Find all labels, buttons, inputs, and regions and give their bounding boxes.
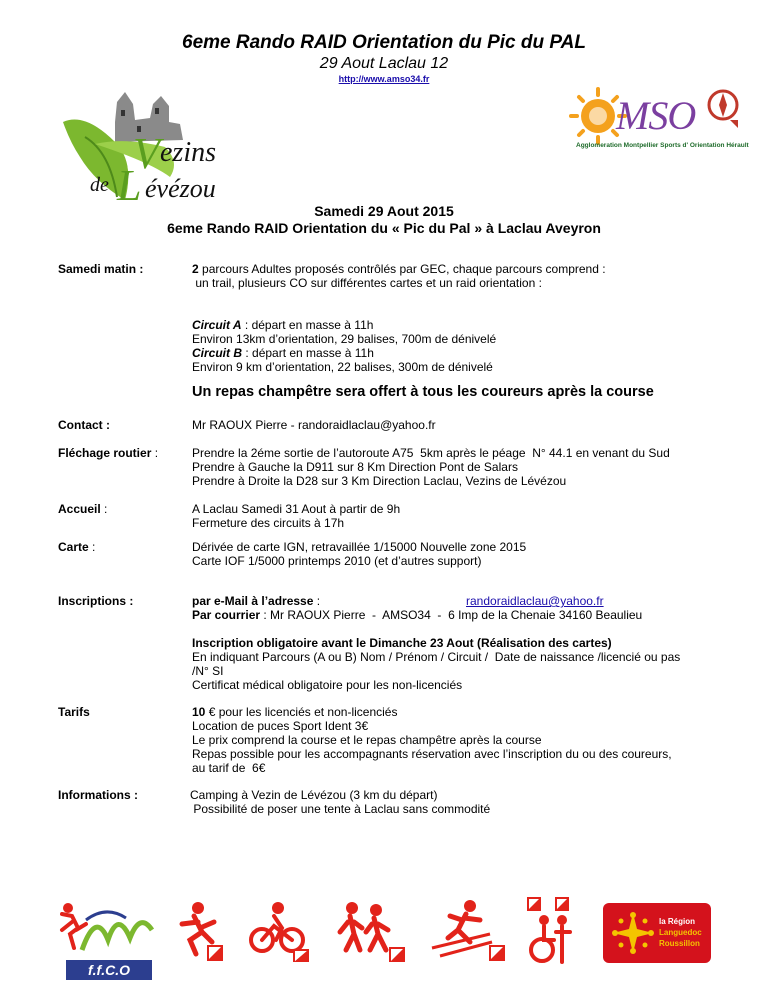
ffco-runner-icon (56, 900, 154, 960)
circuits-block (192, 318, 496, 374)
document-subtitle: 29 Aout Laclau 12 (319, 55, 449, 72)
map-label-colon: : (88, 540, 96, 554)
morning-line2: un trail, plusieurs CO sur différentes cartes et un raid orientation : (192, 276, 542, 290)
amso-logo (566, 86, 749, 156)
map-label-text: Carte (58, 540, 89, 554)
welcome-label-colon: : (100, 502, 108, 516)
registration-line: /N° SI (192, 664, 224, 678)
signage-label-colon: : (151, 446, 159, 460)
handisport-orienteering-icon (526, 896, 578, 966)
info-details (190, 788, 490, 816)
vezins-initial-l: L (117, 161, 142, 210)
region-name-line1: la Région (659, 917, 696, 926)
website-link[interactable]: http://www.amso34.fr (338, 74, 430, 84)
morning-label: Samedi matin : (58, 262, 144, 276)
welcome-label-text: Accueil (58, 502, 101, 516)
vezins-initial-v: V (133, 129, 160, 178)
mail-label: Par courrier (192, 608, 261, 622)
circuit-b-start: : départ en masse à 11h (242, 346, 374, 360)
circuit-b-label: Circuit B (192, 346, 243, 360)
document-title: 6eme Rando RAID Orientation du Pic du PAL (182, 32, 586, 53)
registration-label: Inscriptions : (58, 594, 134, 608)
email-label: par e-Mail à l’adresse (192, 594, 314, 608)
vezins-de: de (90, 174, 109, 196)
morning-line1: parcours Adultes proposés contrôlés par GEC, chaque parcours comprend : (198, 262, 606, 276)
price-line: au tarif de 6€ (192, 761, 266, 775)
course-count: 2 (192, 262, 199, 276)
signage-label-text: Fléchage routier (58, 446, 152, 460)
map-label (58, 540, 95, 554)
price-line: Location de puces Sport Ident 3€ (192, 719, 369, 733)
welcome-line: Fermeture des circuits à 17h (192, 516, 345, 530)
direction-line: Prendre la 2éme sortie de l’autoroute A75 5km après le péage N° 44.1 en venant du Sud (192, 446, 670, 460)
occitan-cross-icon (609, 909, 657, 957)
ski-orienteering-icon (430, 898, 506, 962)
registration-details (192, 594, 732, 622)
ffco-logo (56, 900, 154, 982)
signage-label (58, 446, 158, 460)
region-logo (603, 903, 711, 963)
contact-value: Mr RAOUX Pierre - randoraidlaclau@yahoo.fr (192, 418, 436, 432)
event-title: 6eme Rando RAID Orientation du « Pic du Pal » à Laclau Aveyron (167, 220, 601, 236)
vezins-logo (55, 82, 230, 210)
circuit-a-start: : départ en masse à 11h (241, 318, 374, 332)
circuit-a-detail: Environ 13km d’orientation, 29 balises, 700m de dénivelé (192, 332, 497, 346)
map-details (192, 540, 526, 568)
welcome-details (192, 502, 400, 530)
registration-deadline: Inscription obligatoire avant le Dimanche 23 Aout (Réalisation des cartes) (192, 636, 612, 650)
running-orienteering-icon (168, 900, 224, 962)
price-line: Repas possible pour les accompagnants réservation avec l’inscription du ou des coureurs, (192, 747, 672, 761)
email-sep: : (313, 594, 321, 608)
event-date: Samedi 29 Aout 2015 (314, 203, 454, 219)
ffco-text-band: f.f.C.O (66, 960, 152, 980)
direction-line: Prendre à Droite la D28 sur 3 Km Direction Laclau, Vezins de Lévézou (192, 474, 567, 488)
registration-email-link[interactable]: randoraidlaclau@yahoo.fr (466, 594, 604, 608)
welcome-label (58, 502, 107, 516)
region-name-line2: Languedoc (659, 928, 702, 937)
prices-details (192, 705, 672, 775)
raid-orienteering-icon (336, 900, 406, 962)
price-text: € pour les licenciés et non-licenciés (205, 705, 398, 719)
map-line: Carte IOF 1/5000 printemps 2010 (et d’autres support) (192, 554, 482, 568)
region-name-line3: Roussillon (659, 939, 700, 948)
signage-directions (192, 446, 670, 488)
registration-line: Certificat médical obligatoire pour les non-licenciés (192, 678, 463, 692)
mail-address: : Mr RAOUX Pierre - AMSO34 - 6 Imp de la Chenaie 34160 Beaulieu (260, 608, 643, 622)
mtb-orienteering-icon (248, 900, 310, 962)
prices-label: Tarifs (58, 705, 90, 719)
price-line: Le prix comprend la course et le repas champêtre après la course (192, 733, 542, 747)
compass-icon (706, 88, 740, 128)
registration-requirements (192, 636, 680, 692)
circuit-a-label: Circuit A (192, 318, 242, 332)
vezins-text: ezins (160, 137, 216, 168)
map-line: Dérivée de carte IGN, retravaillée 1/15000 Nouvelle zone 2015 (192, 540, 527, 554)
amso-brand-text: MSO (616, 93, 696, 138)
welcome-line: A Laclau Samedi 31 Aout à partir de 9h (192, 502, 401, 516)
circuit-b-detail: Environ 9 km d’orientation, 22 balises, 300m de dénivelé (192, 360, 493, 374)
direction-line: Prendre à Gauche la D911 sur 8 Km Direction Pont de Salars (192, 460, 518, 474)
info-line: Camping à Vezin de Lévézou (3 km du départ) (190, 788, 438, 802)
info-label: Informations : (58, 788, 138, 802)
info-line: Possibilité de poser une tente à Laclau sans commodité (190, 802, 491, 816)
morning-details (192, 262, 606, 290)
levezou-text: évézou (145, 174, 216, 203)
amso-tagline: Agglomeration Montpellier Sports d' Orientation Hérault (576, 142, 749, 149)
registration-line: En indiquant Parcours (A ou B) Nom / Prénom / Circuit / Date de naissance /licencié ou pas (192, 650, 681, 664)
meal-announcement: Un repas champêtre sera offert à tous les coureurs après la course (192, 384, 654, 400)
price-amount: 10 (192, 705, 206, 719)
contact-label: Contact : (58, 418, 110, 432)
